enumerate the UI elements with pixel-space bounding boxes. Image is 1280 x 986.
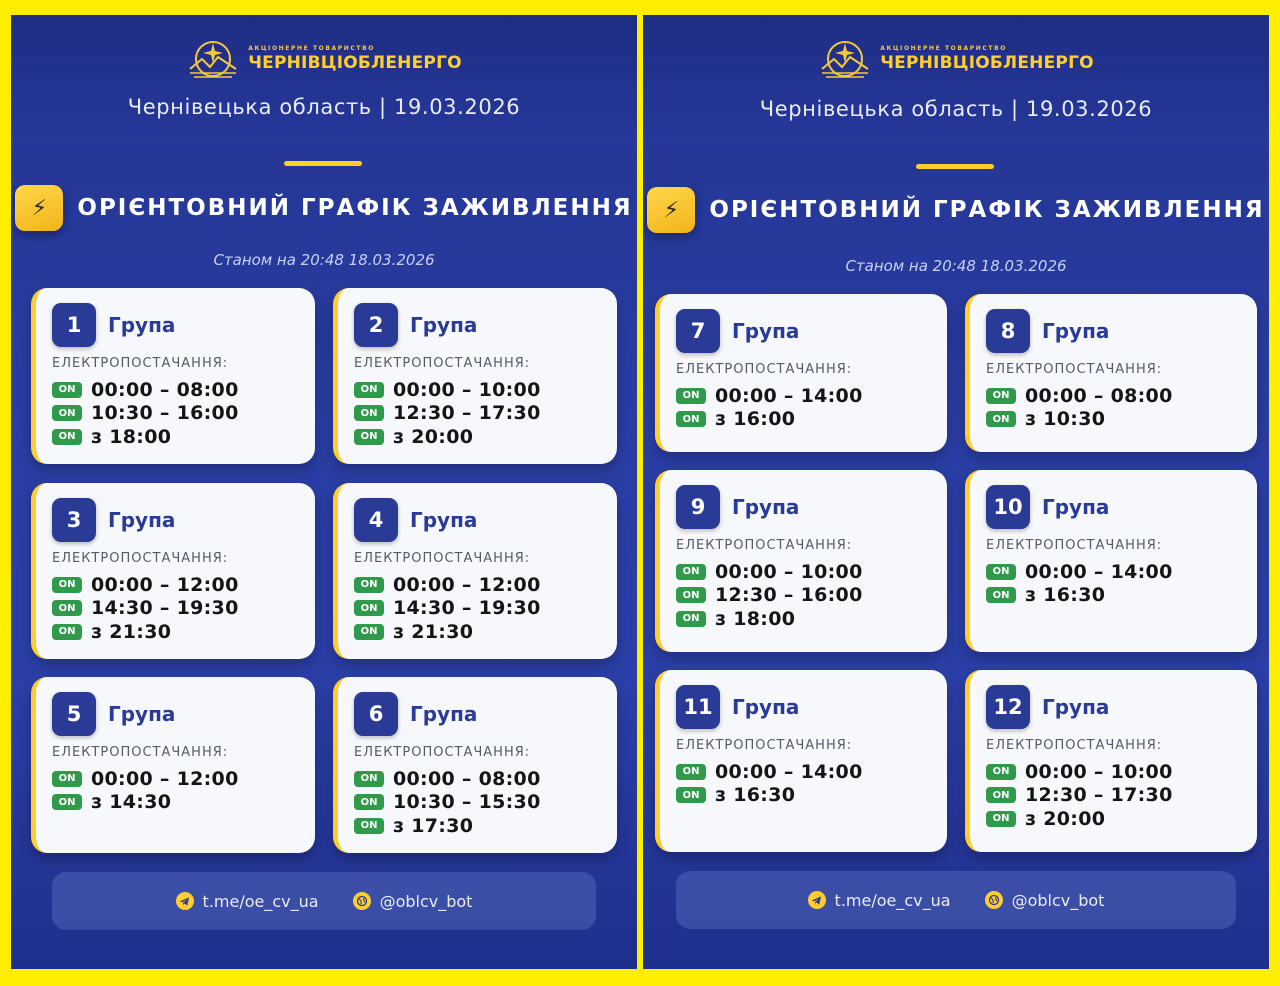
on-badge: ON <box>676 787 706 803</box>
group-number-badge: 12 <box>986 685 1030 729</box>
slot-time: 14:30 – 19:30 <box>91 597 239 620</box>
logo-subtitle: АКЦІОНЕРНЕ ТОВАРИСТВО <box>248 45 375 52</box>
group-header <box>986 485 1109 529</box>
supply-slot <box>986 560 1173 584</box>
on-badge: ON <box>354 577 384 593</box>
schedule-title: ОРІЄНТОВНИЙ ГРАФІК ЗАЖИВЛЕННЯ <box>709 197 1265 223</box>
title-row <box>11 185 637 231</box>
slot-time: з 16:30 <box>1025 584 1106 607</box>
on-badge: ON <box>354 818 384 834</box>
slot-time: 00:00 – 08:00 <box>393 767 541 790</box>
group-card <box>333 677 617 853</box>
group-card <box>655 670 947 852</box>
group-label: Група <box>732 495 800 519</box>
group-card <box>31 483 315 659</box>
group-number-badge: 1 <box>52 303 96 347</box>
supply-slot <box>354 378 541 402</box>
supply-label: ЕЛЕКТРОПОСТАЧАННЯ: <box>676 362 853 377</box>
on-badge: ON <box>986 587 1016 603</box>
supply-slot <box>354 814 541 838</box>
group-card <box>333 483 617 659</box>
group-header <box>676 309 799 353</box>
globe-icon <box>353 892 371 910</box>
telegram-link[interactable] <box>176 892 319 911</box>
supply-slot <box>676 784 863 808</box>
supply-label: ЕЛЕКТРОПОСТАЧАННЯ: <box>52 745 229 760</box>
group-header <box>986 685 1109 729</box>
telegram-link-text: t.me/oe_cv_ua <box>834 890 951 910</box>
logo-subtitle: АКЦІОНЕРНЕ ТОВАРИСТВО <box>880 45 1007 52</box>
supply-label: ЕЛЕКТРОПОСТАЧАННЯ: <box>354 745 531 760</box>
supply-slot <box>986 384 1173 408</box>
slot-time: 10:30 – 16:00 <box>91 402 239 425</box>
supply-slots <box>354 378 541 449</box>
lightning-icon: ⚡ <box>647 187 695 233</box>
region-date: Чернівецька область | 19.03.2026 <box>759 97 1153 121</box>
supply-slot <box>676 384 863 408</box>
supply-slot <box>676 760 863 784</box>
slot-time: 12:30 – 16:00 <box>715 584 863 607</box>
slot-time: з 20:00 <box>1025 807 1106 830</box>
group-header <box>676 685 799 729</box>
supply-slot <box>52 378 239 402</box>
slot-time: 00:00 – 12:00 <box>91 573 239 596</box>
slot-time: 00:00 – 08:00 <box>1025 384 1173 407</box>
supply-slot <box>52 597 239 621</box>
schedule-panel-left <box>11 15 637 969</box>
group-header <box>986 309 1109 353</box>
group-number-badge: 6 <box>354 692 398 736</box>
on-badge: ON <box>52 577 82 593</box>
supply-slot <box>986 584 1173 608</box>
on-badge: ON <box>52 382 82 398</box>
on-badge: ON <box>676 564 706 580</box>
supply-slots <box>52 767 239 814</box>
supply-slot <box>354 620 541 644</box>
sun-mountain-logo-icon <box>818 37 872 81</box>
supply-slot <box>52 620 239 644</box>
slot-time: 00:00 – 08:00 <box>91 378 239 401</box>
slot-time: 14:30 – 19:30 <box>393 597 541 620</box>
supply-slots <box>354 767 541 838</box>
supply-slot <box>354 597 541 621</box>
header-band <box>11 15 637 147</box>
on-badge: ON <box>986 787 1016 803</box>
on-badge: ON <box>354 794 384 810</box>
supply-slots <box>986 760 1173 831</box>
supply-slot <box>52 573 239 597</box>
group-label: Група <box>108 313 176 337</box>
sun-mountain-logo-icon <box>186 37 240 81</box>
group-label: Група <box>1042 495 1110 519</box>
supply-slot <box>52 791 239 815</box>
group-header <box>676 485 799 529</box>
title-row <box>643 187 1269 233</box>
logo-name: ЧЕРНІВЦІОБЛЕНЕРГО <box>880 53 1094 73</box>
slot-time: 12:30 – 17:30 <box>393 402 541 425</box>
supply-label: ЕЛЕКТРОПОСТАЧАННЯ: <box>52 356 229 371</box>
slot-time: 12:30 – 17:30 <box>1025 784 1173 807</box>
group-header <box>52 692 175 736</box>
bot-link[interactable] <box>353 892 473 911</box>
footer-links <box>676 871 1236 929</box>
on-badge: ON <box>354 405 384 421</box>
group-number-badge: 2 <box>354 303 398 347</box>
telegram-link-text: t.me/oe_cv_ua <box>202 891 319 911</box>
slot-time: 10:30 – 15:30 <box>393 791 541 814</box>
on-badge: ON <box>676 411 706 427</box>
slot-time: 00:00 – 14:00 <box>1025 560 1173 583</box>
slot-time: з 14:30 <box>91 791 172 814</box>
group-number-badge: 9 <box>676 485 720 529</box>
group-header <box>52 498 175 542</box>
telegram-icon <box>808 891 826 909</box>
supply-slot <box>52 425 239 449</box>
schedule-panel-right <box>643 15 1269 969</box>
group-label: Група <box>410 313 478 337</box>
supply-slot <box>986 807 1173 831</box>
slot-time: з 16:30 <box>715 784 796 807</box>
bot-link[interactable] <box>985 891 1105 910</box>
slot-time: 00:00 – 10:00 <box>1025 760 1173 783</box>
group-card <box>965 470 1257 652</box>
supply-slot <box>354 767 541 791</box>
on-badge: ON <box>986 811 1016 827</box>
supply-slots <box>354 573 541 644</box>
group-card <box>965 670 1257 852</box>
supply-label: ЕЛЕКТРОПОСТАЧАННЯ: <box>986 362 1163 377</box>
group-label: Група <box>108 702 176 726</box>
supply-slot <box>676 607 863 631</box>
group-number-badge: 8 <box>986 309 1030 353</box>
group-number-badge: 4 <box>354 498 398 542</box>
supply-slot <box>676 408 863 432</box>
on-badge: ON <box>986 564 1016 580</box>
slot-time: з 16:00 <box>715 408 796 431</box>
supply-label: ЕЛЕКТРОПОСТАЧАННЯ: <box>354 551 531 566</box>
supply-slots <box>676 384 863 431</box>
group-number-badge: 10 <box>986 485 1030 529</box>
lightning-icon: ⚡ <box>15 185 63 231</box>
group-header <box>354 303 477 347</box>
group-header <box>354 498 477 542</box>
supply-slot <box>986 408 1173 432</box>
slot-time: 00:00 – 14:00 <box>715 760 863 783</box>
telegram-icon <box>176 892 194 910</box>
slot-time: з 20:00 <box>393 425 474 448</box>
bot-link-text: @oblcv_bot <box>379 891 473 911</box>
slot-time: 00:00 – 12:00 <box>393 573 541 596</box>
supply-slot <box>354 402 541 426</box>
on-badge: ON <box>676 587 706 603</box>
supply-label: ЕЛЕКТРОПОСТАЧАННЯ: <box>676 738 853 753</box>
on-badge: ON <box>52 405 82 421</box>
supply-slot <box>986 784 1173 808</box>
on-badge: ON <box>52 771 82 787</box>
group-label: Група <box>1042 695 1110 719</box>
supply-slot <box>354 573 541 597</box>
group-header <box>52 303 175 347</box>
on-badge: ON <box>52 600 82 616</box>
supply-label: ЕЛЕКТРОПОСТАЧАННЯ: <box>986 538 1163 553</box>
group-label: Група <box>108 508 176 532</box>
supply-slot <box>52 767 239 791</box>
supply-slots <box>676 760 863 807</box>
on-badge: ON <box>354 771 384 787</box>
supply-label: ЕЛЕКТРОПОСТАЧАННЯ: <box>676 538 853 553</box>
footer-links <box>52 872 596 930</box>
group-card <box>655 294 947 452</box>
on-badge: ON <box>676 388 706 404</box>
region-date: Чернівецька область | 19.03.2026 <box>127 95 521 119</box>
logo-name: ЧЕРНІВЦІОБЛЕНЕРГО <box>248 53 462 73</box>
group-number-badge: 3 <box>52 498 96 542</box>
group-number-badge: 5 <box>52 692 96 736</box>
supply-slot <box>676 560 863 584</box>
on-badge: ON <box>354 382 384 398</box>
on-badge: ON <box>354 624 384 640</box>
slot-time: з 18:00 <box>91 425 172 448</box>
supply-slot <box>354 425 541 449</box>
slot-time: з 21:30 <box>91 620 172 643</box>
slot-time: з 17:30 <box>393 814 474 837</box>
slot-time: 00:00 – 12:00 <box>91 767 239 790</box>
group-number-badge: 11 <box>676 685 720 729</box>
group-card <box>333 288 617 464</box>
supply-slots <box>986 560 1173 607</box>
company-logo <box>11 37 637 81</box>
on-badge: ON <box>354 429 384 445</box>
supply-slots <box>52 378 239 449</box>
on-badge: ON <box>676 611 706 627</box>
schedule-title: ОРІЄНТОВНИЙ ГРАФІК ЗАЖИВЛЕННЯ <box>77 195 633 221</box>
slot-time: з 10:30 <box>1025 408 1106 431</box>
group-label: Група <box>732 695 800 719</box>
group-header <box>354 692 477 736</box>
supply-label: ЕЛЕКТРОПОСТАЧАННЯ: <box>354 356 531 371</box>
supply-slot <box>52 402 239 426</box>
slot-time: 00:00 – 10:00 <box>715 560 863 583</box>
as-of-timestamp: Станом на 20:48 18.03.2026 <box>845 257 1067 275</box>
slot-time: 00:00 – 10:00 <box>393 378 541 401</box>
group-card <box>965 294 1257 452</box>
slot-time: з 21:30 <box>393 620 474 643</box>
accent-divider <box>916 164 994 169</box>
on-badge: ON <box>986 764 1016 780</box>
supply-slot <box>354 791 541 815</box>
on-badge: ON <box>52 794 82 810</box>
supply-label: ЕЛЕКТРОПОСТАЧАННЯ: <box>52 551 229 566</box>
slot-time: з 18:00 <box>715 607 796 630</box>
supply-slot <box>676 584 863 608</box>
on-badge: ON <box>52 429 82 445</box>
telegram-link[interactable] <box>808 891 951 910</box>
on-badge: ON <box>986 388 1016 404</box>
group-label: Група <box>410 508 478 532</box>
header-band <box>643 15 1269 147</box>
as-of-timestamp: Станом на 20:48 18.03.2026 <box>213 251 435 269</box>
supply-slots <box>52 573 239 644</box>
group-card <box>31 677 315 853</box>
supply-slots <box>676 560 863 631</box>
company-logo <box>643 37 1269 81</box>
group-card <box>31 288 315 464</box>
accent-divider <box>284 161 362 166</box>
globe-icon <box>985 891 1003 909</box>
supply-slots <box>986 384 1173 431</box>
on-badge: ON <box>676 764 706 780</box>
supply-slot <box>986 760 1173 784</box>
on-badge: ON <box>986 411 1016 427</box>
on-badge: ON <box>354 600 384 616</box>
slot-time: 00:00 – 14:00 <box>715 384 863 407</box>
group-label: Група <box>1042 319 1110 343</box>
group-number-badge: 7 <box>676 309 720 353</box>
group-label: Група <box>410 702 478 726</box>
group-card <box>655 470 947 652</box>
bot-link-text: @oblcv_bot <box>1011 890 1105 910</box>
supply-label: ЕЛЕКТРОПОСТАЧАННЯ: <box>986 738 1163 753</box>
group-label: Група <box>732 319 800 343</box>
on-badge: ON <box>52 624 82 640</box>
